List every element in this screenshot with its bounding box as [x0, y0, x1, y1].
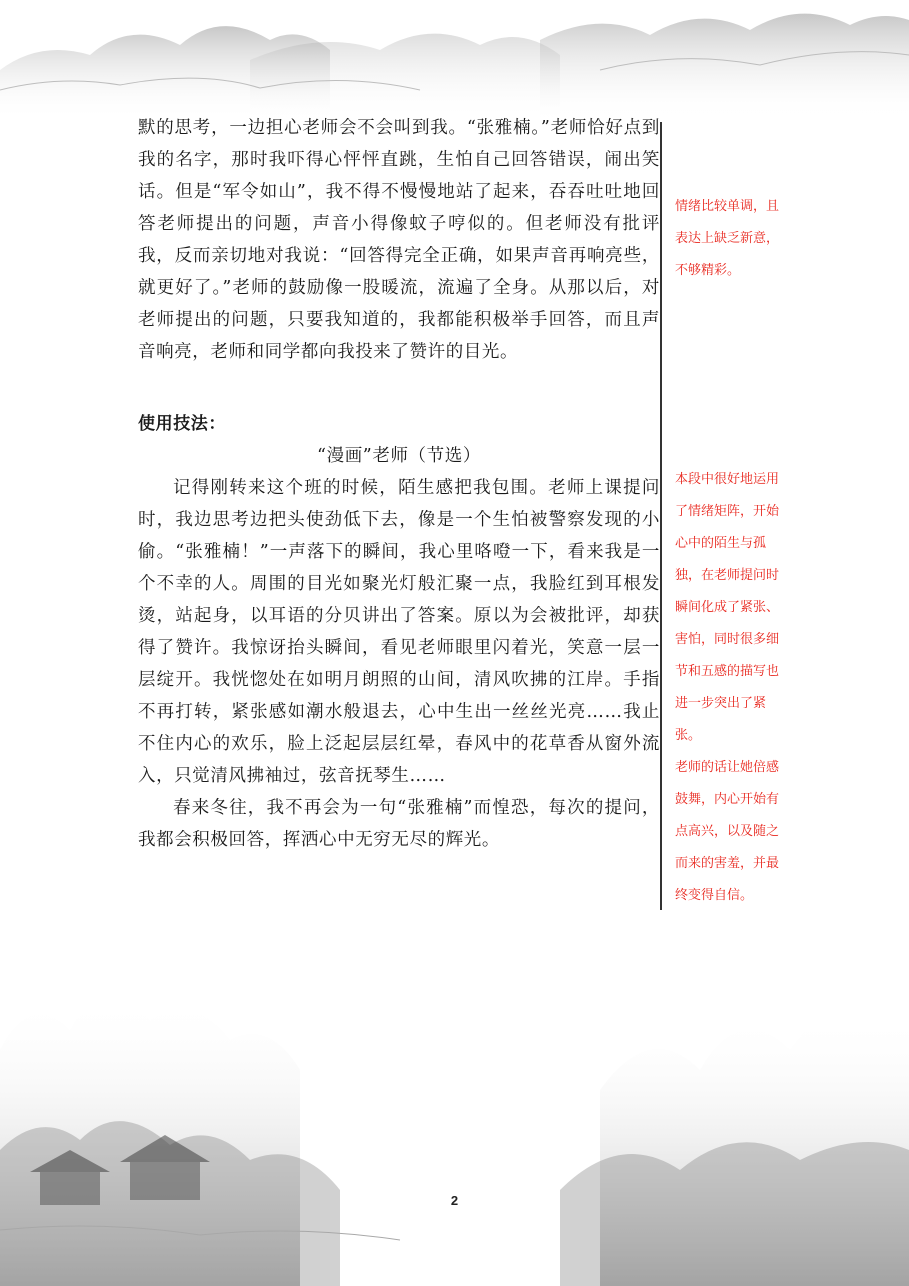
section-heading: 使用技法：	[138, 414, 226, 434]
margin-divider	[660, 122, 662, 910]
essay-title: “漫画”老师（节选）	[317, 446, 481, 466]
annotation-1	[675, 191, 787, 287]
annotation-2a-text: 本段中很好地运用了情绪矩阵，开始心中的陌生与孤独，在老师提问时瞬间化成了紧张、害怕，同时很多细节和五感的描写也进一步突出了紧张。	[675, 472, 780, 743]
top-landscape-decoration	[0, 0, 909, 120]
annotation-2	[675, 464, 787, 912]
paragraph-top: 默的思考，一边担心老师会不会叫到我。“张雅楠。”老师恰好点到我的名字，那时我吓得心怦怦直跳，生怕自己回答错误，闹出笑话。但是“军令如山”，我不得不慢慢地站了起来，吞吞吐吐地回答老师提出的问题，声音小得像蚊子哼似的。但老师没有批评我，反而亲切地对我说：“回答得完全正确，如果声音再响亮些，就更好了。”老师的鼓励像一股暖流，流遍了全身。从那以后，对老师提出的问题，只要我知道的，我都能积极举手回答，而且声音响亮，老师和同学都向我投来了赞许的目光。	[138, 118, 660, 362]
annotation-1-text: 情绪比较单调，且表达上缺乏新意，不够精彩。	[675, 199, 780, 278]
annotation-2b-text: 老师的话让她倍感鼓舞，内心开始有点高兴，以及随之而来的害羞，并最终变得自信。	[675, 760, 780, 903]
essay-paragraph-2: 春来冬往，我不再会为一句“张雅楠”而惶恐，每次的提问，我都会积极回答，挥洒心中无穷无尽的辉光。	[138, 798, 660, 850]
essay-paragraph-1: 记得刚转来这个班的时候，陌生感把我包围。老师上课提问时，我边思考边把头使劲低下去，像是一个生怕被警察发现的小偷。“张雅楠！”一声落下的瞬间，我心里咯噔一下，看来我是一个不幸的人。周围的目光如聚光灯般汇聚一点，我脸红到耳根发烫，站起身，以耳语的分贝讲出了答案。原以为会被批评，却获得了赞许。我惊讶抬头瞬间，看见老师眼里闪着光，笑意一层一层绽开。我恍惚处在如明月朗照的山间，清风吹拂的江岸。手指不再打转，紧张感如潮水般退去，心中生出一丝丝光亮……我止不住内心的欢乐，脸上泛起层层红晕，春风中的花草香从窗外流入，只觉清风拂袖过，弦音抚琴生……	[138, 478, 660, 786]
bottom-landscape-decoration	[0, 930, 909, 1286]
main-text	[138, 112, 660, 856]
page-number: 2	[450, 1193, 459, 1208]
